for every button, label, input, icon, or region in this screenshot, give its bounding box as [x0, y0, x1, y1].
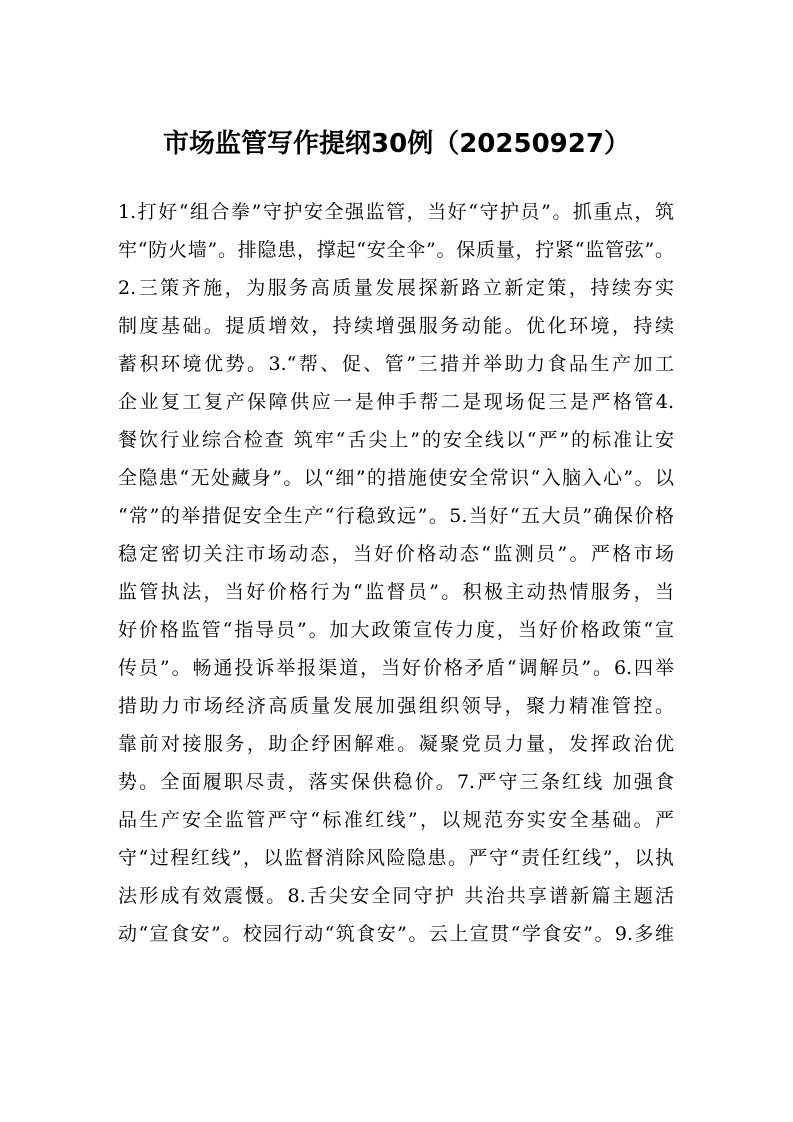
- body-line: 法形成有效震慑。8.舌尖安全同守护 共治共享谱新篇主题活: [118, 885, 674, 907]
- document-body: [118, 193, 674, 953]
- body-line: 传员”。畅通投诉举报渠道，当好价格矛盾“调解员”。6.四举: [118, 657, 674, 679]
- body-line: 品生产安全监管严守“标准红线”，以规范夯实安全基础。严: [118, 809, 674, 831]
- body-line: 餐饮行业综合检查 筑牢“舌尖上”的安全线以“严”的标准让安: [118, 429, 674, 451]
- body-line: 动“宣食安”。校园行动“筑食安”。云上宣贯“学食安”。9.多维: [118, 923, 674, 945]
- body-line: 2.三策齐施，为服务高质量发展探新路立新定策，持续夯实: [118, 277, 674, 299]
- body-line: 稳定密切关注市场动态，当好价格动态“监测员”。严格市场: [118, 543, 674, 565]
- body-line: “常”的举措促安全生产“行稳致远”。5.当好“五大员”确保价格: [118, 505, 674, 527]
- body-line: 措助力市场经济高质量发展加强组织领导，聚力精准管控。: [118, 695, 674, 717]
- body-line: 守“过程红线”，以监督消除风险隐患。严守“责任红线”，以执: [118, 847, 674, 869]
- body-line: 监管执法，当好价格行为“监督员”。积极主动热情服务，当: [118, 581, 674, 603]
- body-line: 制度基础。提质增效，持续增强服务动能。优化环境，持续: [118, 315, 674, 337]
- document-title: 市场监管写作提纲30例（20250927）: [163, 129, 630, 159]
- body-line: 势。全面履职尽责，落实保供稳价。7.严守三条红线 加强食: [118, 771, 674, 793]
- body-line: 1.打好“组合拳”守护安全强监管，当好“守护员”。抓重点，筑: [118, 201, 674, 223]
- body-line: 蓄积环境优势。3.“帮、促、管”三措并举助力食品生产加工: [118, 353, 674, 375]
- body-line: 企业复工复产保障供应一是伸手帮二是现场促三是严格管4.: [118, 391, 674, 413]
- body-line: 靠前对接服务，助企纾困解难。凝聚党员力量，发挥政治优: [118, 733, 674, 755]
- body-line: 全隐患“无处藏身”。以“细”的措施使安全常识“入脑入心”。以: [118, 467, 674, 489]
- body-line: 牢“防火墙”。排隐患，撑起“安全伞”。保质量，拧紧“监管弦”。: [118, 239, 674, 261]
- body-line: 好价格监管“指导员”。加大政策宣传力度，当好价格政策“宣: [118, 619, 674, 641]
